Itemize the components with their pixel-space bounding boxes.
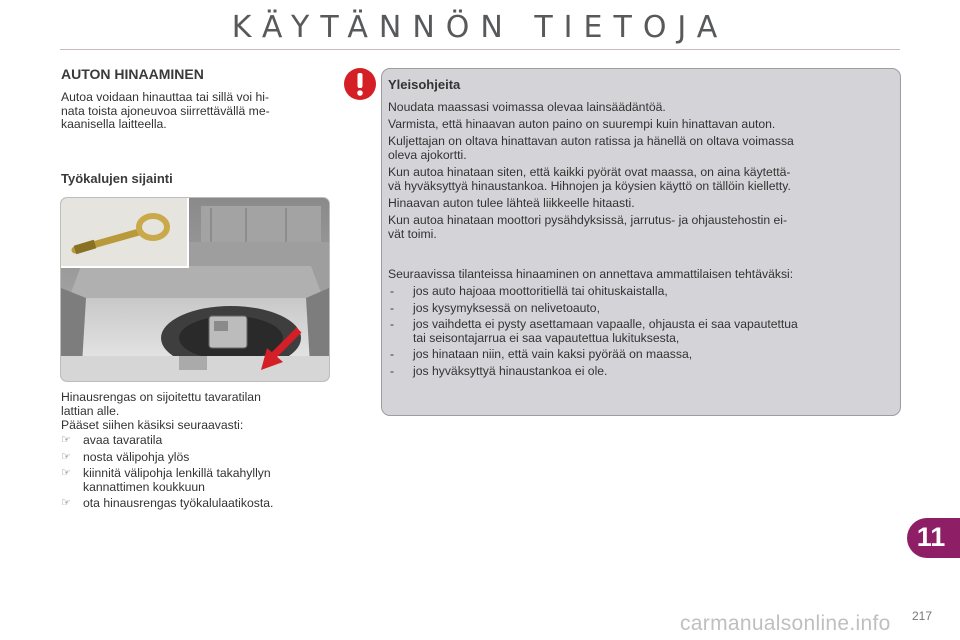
- case-line: jos hyväksyttyä hinaustankoa ei ole.: [413, 363, 608, 378]
- tools-location-title: Työkalujen sijainti: [61, 171, 173, 186]
- list-item: [388, 365, 896, 379]
- pointing-hand-icon: ☞: [61, 497, 71, 509]
- dash-bullet: -: [390, 284, 395, 298]
- chapter-number: 11: [916, 522, 946, 552]
- access-steps-list: [61, 434, 331, 514]
- intro-line: kaanisella laitteella.: [61, 117, 167, 131]
- dash-bullet: -: [390, 347, 395, 361]
- step-line: ota hinausrengas työkalulaatikosta.: [83, 496, 274, 510]
- box-line: vät toimi.: [388, 226, 437, 241]
- case-line: tai seisontajarrua ei saa vapautettua lukituksesta,: [413, 330, 680, 345]
- page-number: 217: [912, 609, 933, 623]
- case-line: jos kysymyksessä on nelivetoauto,: [413, 300, 600, 315]
- pointing-hand-icon: ☞: [61, 450, 71, 463]
- box-line: Kun autoa hinataan moottori pysähdyksissä, jarrutus- ja ohjaustehostin ei-: [388, 213, 788, 227]
- towing-eye-inset: [61, 198, 189, 268]
- general-instructions-box: [381, 68, 901, 416]
- box-line: Kun autoa hinataan siten, että kaikki pyörät ovat maassa, on aina käytettä-: [388, 165, 791, 179]
- step-line: kiinnitä välipohja lenkillä takahyllyn: [83, 466, 271, 480]
- trunk-photo: [60, 197, 330, 382]
- spare-line: Hinausrengas on sijoitettu tavaratilan: [61, 390, 261, 404]
- list-item: [61, 434, 331, 448]
- list-item: [388, 348, 896, 362]
- box-paragraph: [388, 166, 896, 193]
- page-header-title: KÄYTÄNNÖN TIETOJA: [231, 10, 729, 45]
- box-paragraph: Seuraavissa tilanteissa hinaaminen on annettava ammattilaisen tehtäväksi:: [388, 267, 794, 281]
- box-title: Yleisohjeita: [388, 77, 461, 92]
- step-line: nosta välipohja ylös: [83, 449, 190, 464]
- towing-eye-icon: [61, 198, 187, 266]
- box-paragraph: Noudata maassasi voimassa olevaa lainsäädäntöä.: [388, 100, 666, 114]
- dash-bullet: -: [390, 317, 395, 331]
- header-divider: [60, 49, 900, 50]
- box-paragraph: [388, 135, 896, 162]
- case-line: jos auto hajoaa moottoritiellä tai ohituskaistalla,: [413, 284, 668, 298]
- step-line: avaa tavaratila: [83, 433, 163, 447]
- intro-line: nata toista ajoneuvoa siirrettävällä me-: [61, 103, 270, 118]
- pointing-hand-icon: ☞: [61, 434, 71, 446]
- section-title: AUTON HINAAMINEN: [61, 66, 204, 82]
- list-item: [388, 302, 896, 316]
- list-item: [61, 497, 331, 511]
- list-item: [61, 467, 331, 494]
- intro-line: Autoa voidaan hinauttaa tai sillä voi hi-: [61, 90, 269, 104]
- pointing-hand-icon: ☞: [61, 467, 71, 479]
- list-item: [388, 285, 896, 299]
- dash-bullet: -: [390, 300, 395, 315]
- box-line: vä hyväksyttyä hinaustankoa. Hihnojen ja köysien käyttö on tällöin kielletty.: [388, 178, 791, 193]
- list-item: [388, 318, 896, 345]
- access-instruction: Pääset siihen käsiksi seuraavasti:: [61, 418, 244, 432]
- chapter-tab: [907, 518, 960, 558]
- dash-bullet: -: [390, 363, 395, 378]
- spare-location-paragraph: [61, 391, 329, 418]
- box-paragraph: Varmista, että hinaavan auton paino on suurempi kuin hinattavan auton.: [388, 117, 776, 131]
- watermark: carmanualsonline.info: [680, 612, 891, 635]
- case-line: jos hinataan niin, että vain kaksi pyörää on maassa,: [413, 347, 693, 361]
- warning-icon: [343, 67, 377, 101]
- arrow-icon: [257, 324, 307, 374]
- list-item: [61, 451, 331, 465]
- professional-cases-list: [388, 285, 896, 381]
- spare-line: lattian alle.: [61, 403, 120, 418]
- case-line: jos vaihdetta ei pysty asettamaan vapaalle, ohjausta ei saa vapautettua: [413, 317, 798, 331]
- intro-paragraph: [61, 91, 329, 132]
- box-paragraph: [388, 214, 896, 241]
- box-line: Kuljettajan on oltava hinattavan auton ratissa ja hänellä on oltava voimassa: [388, 134, 794, 148]
- step-line: kannattimen koukkuun: [83, 479, 205, 494]
- box-paragraph: Hinaavan auton tulee lähteä liikkeelle hitaasti.: [388, 196, 635, 210]
- box-line: oleva ajokortti.: [388, 147, 467, 162]
